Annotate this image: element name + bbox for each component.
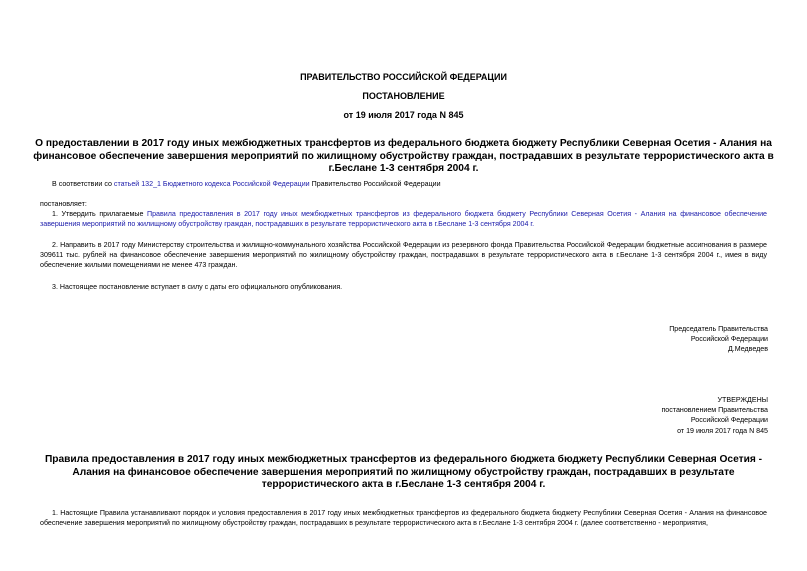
rules-title: Правила предоставления в 2017 году иных межбюджетных трансфертов из федерального бюджета бюджету Республики Северная Осетия - Алания на финансовое обеспечение завершения мероприятий по жилищному обустройству граждан, пострадавших в результате террористического акта в г.Беслане 1-3 сентября 2004 г.	[44, 454, 763, 490]
intro-paragraph	[40, 179, 767, 189]
paragraph-1	[40, 209, 767, 229]
intro-prefix: В соответствии со	[52, 180, 112, 188]
budget-code-link[interactable]: статьей 132_1 Бюджетного кодекса Российской Федерации	[113, 180, 310, 188]
paragraph-1-prefix: 1. Утвердить прилагаемые	[52, 210, 144, 218]
approval-heading: УТВЕРЖДЕНЫ	[717, 396, 768, 404]
government-heading: ПРАВИТЕЛЬСТВО РОССИЙСКОЙ ФЕДЕРАЦИИ	[300, 72, 507, 82]
approval-date: от 19 июля 2017 года N 845	[677, 426, 768, 435]
approval-by: постановлением Правительства	[661, 406, 768, 415]
signature-name: Д.Медведев	[727, 345, 768, 354]
approval-block	[500, 395, 768, 436]
paragraph-3: 3. Настоящее постановление вступает в силу с даты его официального опубликования.	[52, 283, 343, 291]
decides-text: постановляет:	[40, 200, 87, 208]
document-type: ПОСТАНОВЛЕНИЕ	[362, 91, 445, 101]
signature-block	[500, 324, 768, 355]
signature-position: Председатель Правительства	[669, 325, 768, 333]
approval-country: Российской Федерации	[690, 416, 768, 425]
document-title: О предоставлении в 2017 году иных межбюджетных трансфертов из федерального бюджета бюджету Республики Северная Осетия - Алания на финансовое обеспечение завершения мероприятий по жилищному обустройству граждан, пострадавших в результате террористического акта в г.Беслане 1-3 сентября 2004 г.	[33, 138, 774, 174]
paragraph-2: 2. Направить в 2017 году Министерству строительства и жилищно-коммунального хозяйства Российской Федерации из резервного фонда Правительства Российской Федерации бюджетные ассигнования в размере 309611 тыс. рублей на финансовое обеспечение завершения мероприятий по жилищному обустройству граждан, пострадавших в результате террористического акта в г.Беслане 1-3 сентября 2004 г., имея в виду обеспечение жилыми помещениями не менее 473 граждан.	[40, 241, 767, 270]
document-date-number: от 19 июля 2017 года N 845	[343, 110, 464, 120]
intro-suffix: Правительство Российской Федерации	[311, 180, 441, 188]
rules-link[interactable]: Правила предоставления в 2017 году иных межбюджетных трансфертов из федерального бюджета бюджету Республики Северная Осетия - Алания на финансовое обеспечение завершения мероприятий по жилищному обустройству граждан, пострадавших в результате террористического акта в г.Беслане 1-3 сентября 2004 г.	[40, 210, 767, 229]
signature-country: Российской Федерации	[690, 335, 768, 344]
rules-paragraph-1: 1. Настоящие Правила устанавливают порядок и условия предоставления в 2017 году иных межбюджетных трансфертов из федерального бюджета бюджету Республики Северная Осетия - Алания на финансовое обеспечение завершения мероприятий по жилищному обустройству граждан, пострадавших в результате террористического акта в г.Беслане 1-3 сентября 2004 г. (далее соответственно - мероприятия,	[40, 509, 767, 528]
